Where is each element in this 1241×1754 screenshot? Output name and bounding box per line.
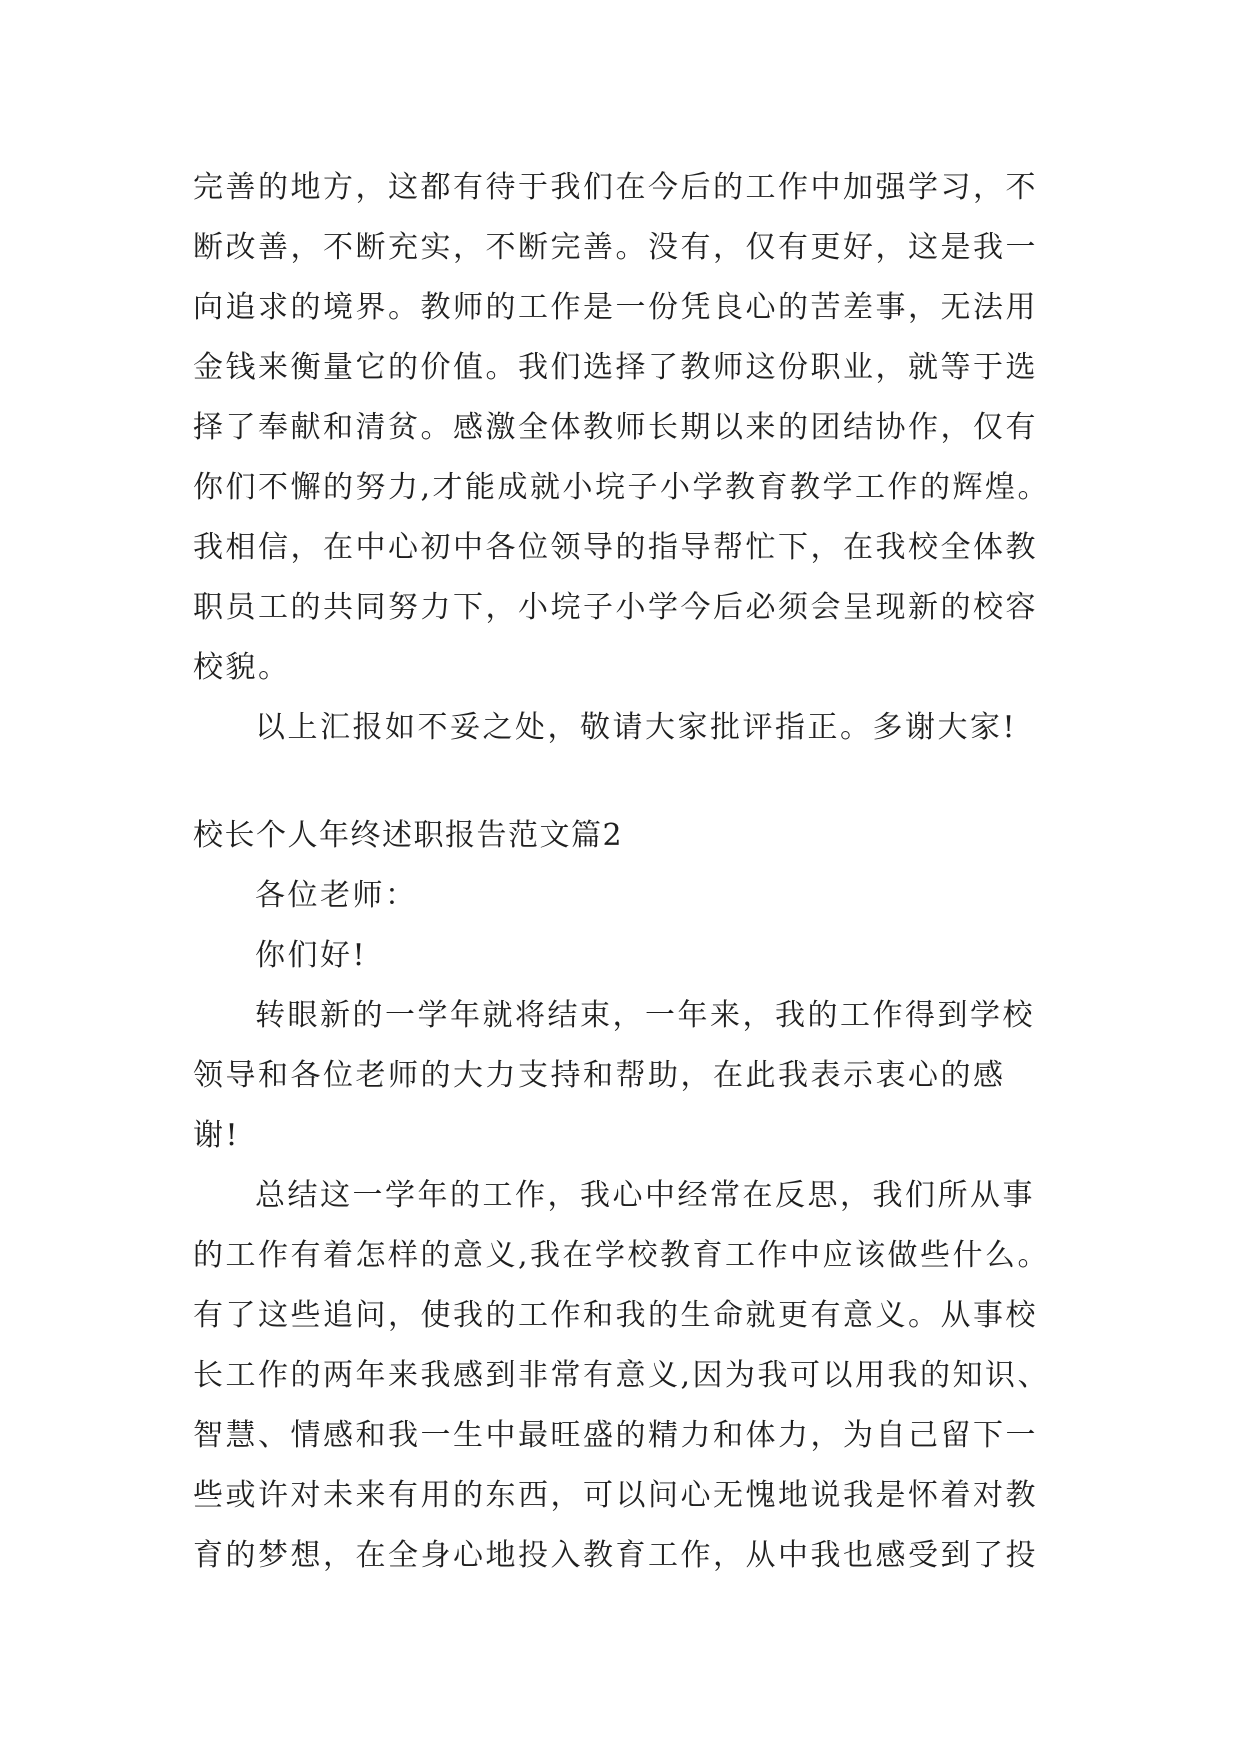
paragraph-line: 断改善，不断充实，不断完善。没有，仅有更好，这是我一 <box>193 230 1038 265</box>
section-1-paragraph <box>193 158 1055 698</box>
paragraph-line: 校貌。 <box>193 650 291 685</box>
greeting-line: 各位老师： <box>255 878 418 913</box>
section-2-paragraph-2 <box>193 1166 1055 1586</box>
section-2-paragraph-1 <box>193 986 1055 1166</box>
paragraph-line: 总结这一学年的工作，我心中经常在反思，我们所从事 <box>255 1178 1035 1213</box>
paragraph-line: 完善的地方，这都有待于我们在今后的工作中加强学习，不 <box>193 170 1038 205</box>
paragraph-line: 领导和各位老师的大力支持和帮助，在此我表示衷心的感 <box>193 1058 1006 1093</box>
paragraph-line: 职员工的共同努力下，小垸子小学今后必须会呈现新的校容 <box>193 590 1038 625</box>
greeting-line: 你们好! <box>255 938 368 973</box>
paragraph-line: 我相信，在中心初中各位领导的指导帮忙下，在我校全体教 <box>193 530 1038 565</box>
paragraph-line: 些或许对未来有用的东西，可以问心无愧地说我是怀着对教 <box>193 1478 1038 1513</box>
paragraph-line: 向追求的境界。教师的工作是一份凭良心的苦差事，无法用 <box>193 290 1038 325</box>
paragraph-line: 智慧、情感和我一生中最旺盛的精力和体力，为自己留下一 <box>193 1418 1038 1453</box>
paragraph-line: 的工作有着怎样的意义,我在学校教育工作中应该做些什么。 <box>193 1238 1051 1273</box>
section-title: 校长个人年终述职报告范文篇2 <box>193 818 624 853</box>
paragraph-line: 谢! <box>193 1118 241 1153</box>
paragraph-line: 金钱来衡量它的价值。我们选择了教师这份职业，就等于选 <box>193 350 1038 385</box>
section-gap <box>193 758 1055 806</box>
paragraph-line: 择了奉献和清贫。感激全体教师长期以来的团结协作，仅有 <box>193 410 1038 445</box>
paragraph-line: 长工作的两年来我感到非常有意义,因为我可以用我的知识、 <box>193 1358 1051 1393</box>
paragraph-line: 你们不懈的努力,才能成就小垸子小学教育教学工作的辉煌。 <box>193 470 1051 505</box>
paragraph-line: 育的梦想，在全身心地投入教育工作，从中我也感受到了投 <box>193 1538 1038 1573</box>
paragraph-line: 有了这些追问，使我的工作和我的生命就更有意义。从事校 <box>193 1298 1038 1333</box>
paragraph-line: 转眼新的一学年就将结束，一年来，我的工作得到学校 <box>255 998 1035 1033</box>
closing-line: 以上汇报如不妥之处，敬请大家批评指正。多谢大家! <box>255 710 1018 745</box>
document-content <box>193 158 1055 1586</box>
